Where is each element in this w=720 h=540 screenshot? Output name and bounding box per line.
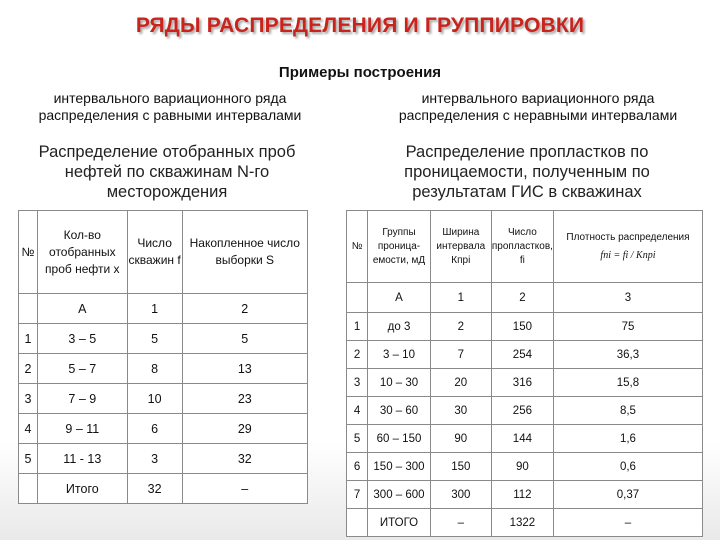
density-formula: fпi = fi / Кпрi [600,249,656,261]
table-cell: 2 [491,283,553,313]
table-cell: 1,6 [553,425,702,453]
left-table [18,210,308,504]
table-cell: 32 [127,474,182,504]
table-cell: 8 [127,354,182,384]
table-cell: 112 [491,481,553,509]
table-cell: 3 [19,384,38,414]
table-cell: 1 [347,313,368,341]
right-heading: интервального вариационного ряда распределения с неравными интервалами [398,90,678,123]
table-cell: 300 [430,481,491,509]
table-cell: 150 – 300 [368,453,431,481]
header-cell: № [19,211,38,294]
table-header-row [19,211,308,294]
table-row [347,425,703,453]
table-cell: 3 [553,283,702,313]
table-cell: ИТОГО [368,509,431,537]
table-cell: 150 [430,453,491,481]
table-cell: 2 [347,341,368,369]
table-cell: 90 [491,453,553,481]
table-cell: 10 [127,384,182,414]
table-cell: 300 – 600 [368,481,431,509]
table-row [347,313,703,341]
table-cell: 2 [19,354,38,384]
table-cell: 13 [182,354,307,384]
table-row [347,341,703,369]
table-cell: 23 [182,384,307,414]
table-cell: 3 – 10 [368,341,431,369]
table-row [19,324,308,354]
table-cell: 3 [127,444,182,474]
table-cell: 4 [19,414,38,444]
left-caption: Распределение отобранных проб нефтей по скважинам N-го месторождения [38,143,296,201]
table-cell: 30 – 60 [368,397,431,425]
table-row [19,354,308,384]
table-cell: 1 [430,283,491,313]
table-cell: 32 [182,444,307,474]
header-cell: Кол-во отобранных проб нефти x [37,211,127,294]
table-cell: 7 [347,481,368,509]
table-cell: 1 [19,324,38,354]
table-cell: 2 [430,313,491,341]
header-cell: Число скважин f [127,211,182,294]
table-cell: 15,8 [553,369,702,397]
table-cell: 75 [553,313,702,341]
table-cell: Итого [37,474,127,504]
table-cell: 60 – 150 [368,425,431,453]
slide-title: РЯДЫ РАСПРЕДЕЛЕНИЯ И ГРУППИРОВКИ [135,14,585,37]
density-header-label: Плотность распределения [566,231,690,243]
table-cell: 5 [347,425,368,453]
table-cell: 4 [347,397,368,425]
table-cell: 5 – 7 [37,354,127,384]
table-cell: 1 [127,294,182,324]
table-cell: до 3 [368,313,431,341]
header-cell: Группы проница-емости, мД [368,211,431,283]
table-cell: 256 [491,397,553,425]
table-row [19,414,308,444]
table-cell: 5 [182,324,307,354]
table-cell: А [37,294,127,324]
table-cell [347,283,368,313]
table-cell: 0,6 [553,453,702,481]
header-cell: Число пропластков, fi [491,211,553,283]
table-cell: 90 [430,425,491,453]
table-cell: 29 [182,414,307,444]
header-cell: № [347,211,368,283]
table-cell: 10 – 30 [368,369,431,397]
table-cell: 0,37 [553,481,702,509]
table-cell: 30 [430,397,491,425]
header-cell [553,211,702,283]
table-row [347,369,703,397]
table-cell: 9 – 11 [37,414,127,444]
header-cell: Накопленное число выборки S [182,211,307,294]
table-cell [19,294,38,324]
table-cell: 2 [182,294,307,324]
table-cell: 5 [19,444,38,474]
table-cell: 7 – 9 [37,384,127,414]
table-cell: 3 – 5 [37,324,127,354]
table-row [347,397,703,425]
table-cell: 36,3 [553,341,702,369]
left-heading: интервального вариационного ряда распределения с равными интервалами [38,90,302,123]
table-cell: 316 [491,369,553,397]
table-cell: – [430,509,491,537]
table-cell: – [182,474,307,504]
table-cell: 1322 [491,509,553,537]
table-cell: 8,5 [553,397,702,425]
table-header-row [347,211,703,283]
table-row [347,453,703,481]
table-cell: 5 [127,324,182,354]
header-cell: Ширина интервала Кпрi [430,211,491,283]
table-cell: 254 [491,341,553,369]
slide-subtitle: Примеры построения [278,64,442,81]
table-cell: 6 [347,453,368,481]
table-row [19,444,308,474]
table-row [347,283,703,313]
table-cell: 3 [347,369,368,397]
right-table [346,210,703,537]
table-row [19,294,308,324]
table-row [19,384,308,414]
table-cell: 7 [430,341,491,369]
table-cell: 6 [127,414,182,444]
table-cell: 144 [491,425,553,453]
table-row [347,481,703,509]
table-cell [19,474,38,504]
table-cell: 20 [430,369,491,397]
table-cell: 11 - 13 [37,444,127,474]
table-cell: А [368,283,431,313]
table-cell: – [553,509,702,537]
right-caption: Распределение пропластков по проницаемости, полученным по результатам ГИС в скважинах [404,143,650,201]
table-cell: 150 [491,313,553,341]
table-total-row [347,509,703,537]
table-cell [347,509,368,537]
table-total-row [19,474,308,504]
